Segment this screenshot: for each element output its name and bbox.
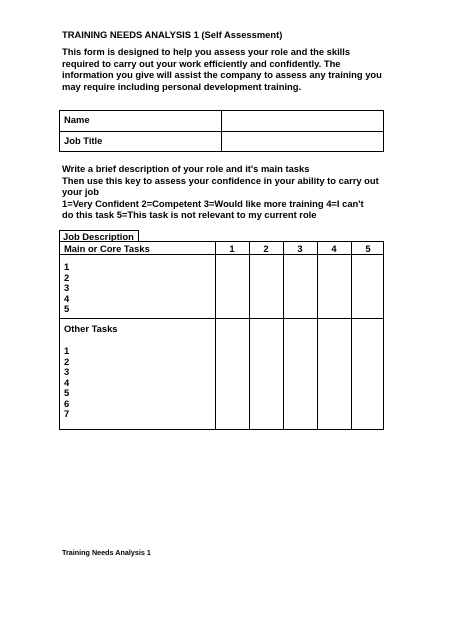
job-title-label: Job Title — [64, 135, 103, 146]
task-rating-table — [59, 241, 384, 430]
main-task-number: 2 — [64, 271, 70, 283]
other-task-number: 1 — [64, 345, 70, 356]
header-divider — [60, 254, 383, 255]
name-label: Name — [64, 114, 90, 125]
column-divider — [249, 242, 250, 429]
instructions-paragraph: Write a brief description of your role and it's main tasks Then use this key to assess your confidence in your ability to carry out your job 1=Very Confident 2=Competent 3=Would like more training 4=I can't do this task 5=This task is not relevant to my current role — [62, 163, 379, 221]
rating-column-1: 1 — [229, 243, 235, 254]
other-task-number: 3 — [64, 366, 70, 377]
other-task-number: 2 — [64, 355, 70, 367]
rating-column-4: 4 — [331, 243, 337, 254]
identity-table — [59, 110, 384, 152]
main-tasks-header: Main or Core Tasks — [64, 243, 150, 254]
column-divider — [283, 242, 284, 429]
main-task-number: 1 — [64, 261, 70, 272]
intro-paragraph: This form is designed to help you assess your role and the skills required to carry out your work efficiently and confidently. The information you give will assist the company to assess any training you may require including personal development training. — [62, 46, 382, 92]
other-task-number: 4 — [64, 376, 70, 388]
page-title: TRAINING NEEDS ANALYSIS 1 (Self Assessment) — [62, 29, 283, 40]
column-divider — [351, 242, 352, 429]
column-divider — [317, 242, 318, 429]
job-description-tab: Job Description — [59, 230, 139, 242]
other-task-number: 6 — [64, 397, 70, 409]
rating-column-2: 2 — [263, 243, 269, 254]
main-task-number: 4 — [64, 292, 70, 304]
main-task-number: 5 — [64, 303, 70, 314]
rating-column-5: 5 — [365, 243, 371, 254]
column-divider — [221, 111, 222, 151]
main-task-number: 3 — [64, 282, 70, 293]
column-divider — [215, 242, 216, 429]
other-tasks-header: Other Tasks — [64, 323, 118, 334]
page-footer: Training Needs Analysis 1 — [62, 548, 151, 557]
section-divider — [60, 318, 383, 319]
other-task-number: 5 — [64, 387, 70, 398]
rating-column-3: 3 — [297, 243, 303, 254]
other-task-number: 7 — [64, 408, 70, 419]
